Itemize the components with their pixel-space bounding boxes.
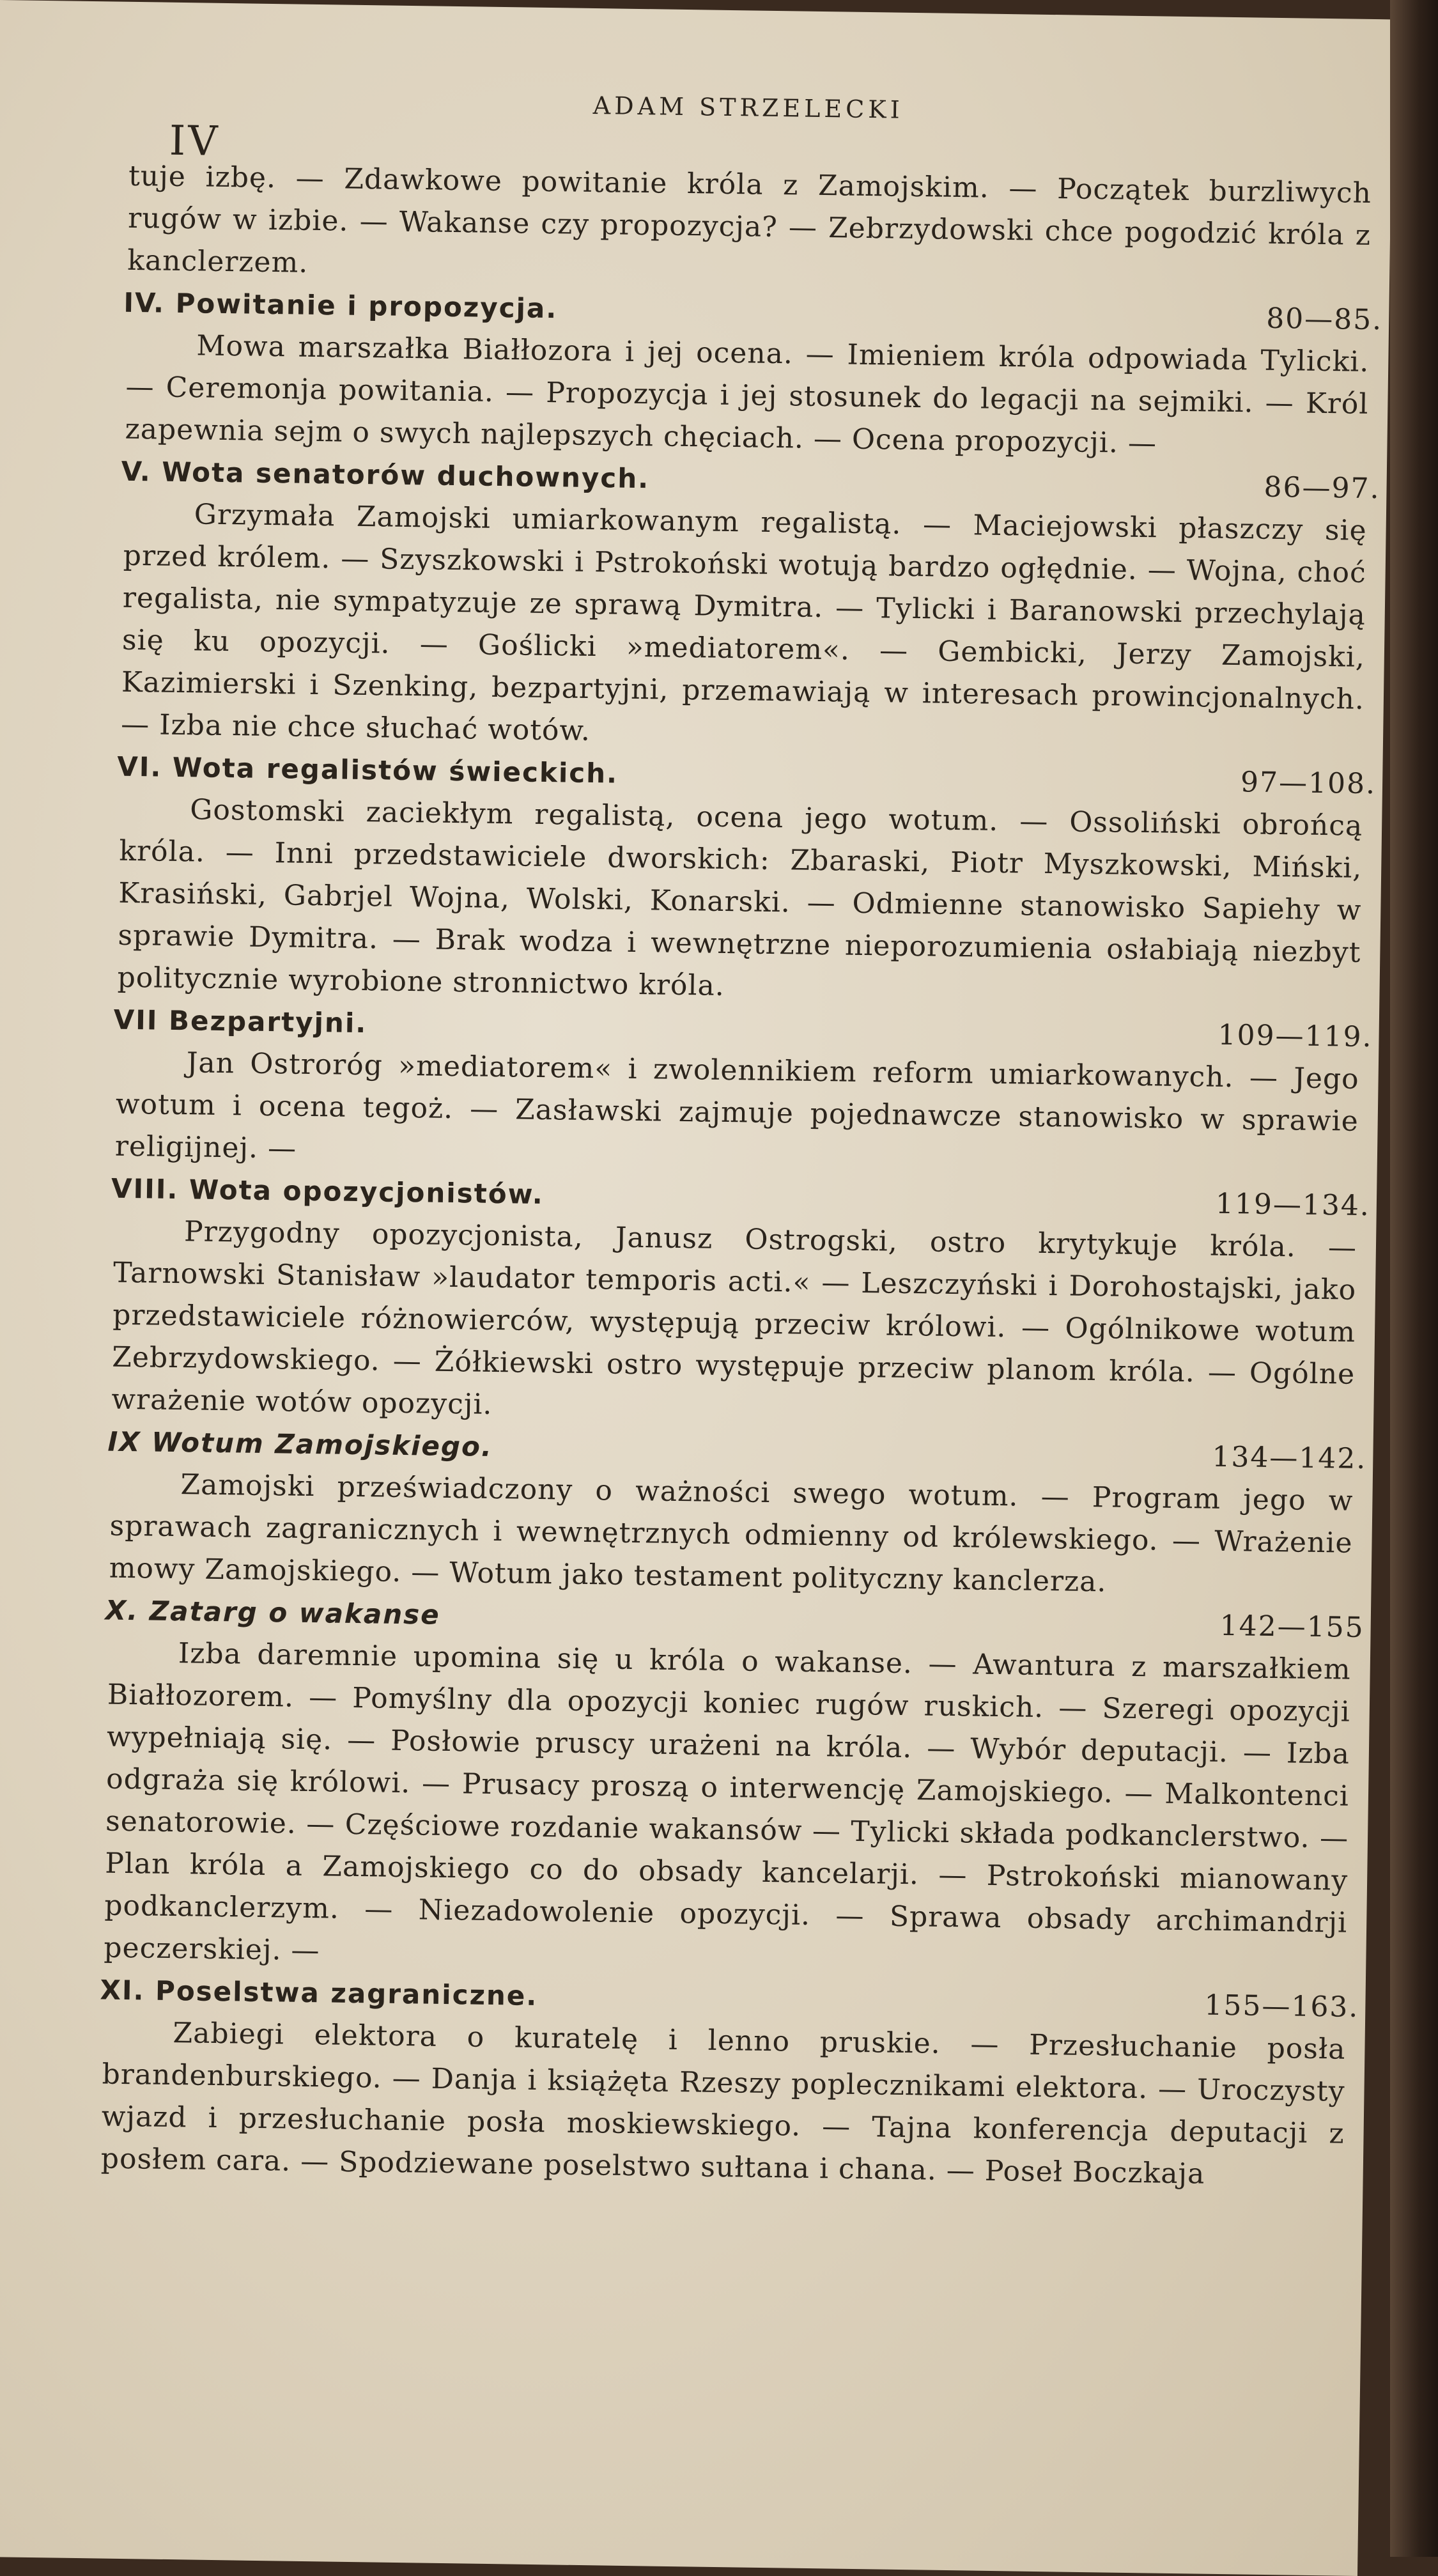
toc-entry-viii <box>0 1166 1377 1438</box>
toc-entry-iv <box>0 280 1389 468</box>
entry-summary: Grzymała Zamojski umiarkowanym regalistą. — Maciejowski płaszczy się przed królem. — Szyszkowski i Pstrokoński wotują bardzo ogłędnie. — Wojna, choć regalista, nie sympatyzuje ze sprawą Dymitra. — Tylicki i Baranowski przechylają się ku opozycji. — Goślicki »mediatorem«. — Gembicki, Jerzy Zamojski, Kazimierski i Szenking, bezpartyjni, przemawiają w interesach prowincjonalnych. — Izba nie chce słuchać wotów. <box>120 498 1367 748</box>
toc-entry-vi <box>0 744 1383 1016</box>
entry-summary: Mowa marszałka Białłozora i jej ocena. — Imieniem króla odpowiada Tylicki. — Ceremonja powitania. — Propozycja i jej stosunek do legacji na sejmiki. — Król zapewnia sejm o swych najlepszych chęciach. — Ocena propozycji. — <box>125 329 1370 460</box>
entry-pages: 155—163. <box>1204 1989 1359 2024</box>
entry-title: IV. Powitanie i propozycja. <box>123 286 558 325</box>
entry-title: V. Wota senatorów duchownych. <box>121 455 650 495</box>
entry-pages: 86—97. <box>1264 470 1380 506</box>
entry-summary: Zabiegi elektora o kuratelę i lenno pruskie. — Przesłuchanie posła brandenburskiego. — Danja i książęta Rzeszy poplecznikami elektora. — Uroczysty wjazd i przesłuchanie posła moskiewskiego. — Tajna konferencja deputacji z posłem cara. — Spodziewane poselstwo sułtana i chana. — Poseł Boczkaja <box>100 2017 1346 2191</box>
entry-title: VIII. Wota opozycjonistów. <box>111 1172 545 1211</box>
entry-summary: tuje izbę. — Zdawkowe powitanie króla z Zamojskim. — Początek burzliwych rugów w izbie. — Wakanse czy propozycja? — Zebrzydowski chce pogodzić króla z kanclerzem. <box>127 159 1372 279</box>
table-of-contents <box>0 153 1391 2198</box>
toc-entry-xi <box>0 1967 1366 2198</box>
entry-summary: Zamojski przeświadczony o ważności swego wotum. — Program jego w sprawach zagranicznych i wewnętrznych odmienny od królewskiego. — Wrażenie mowy Zamojskiego. — Wotum jako testament polityczny kanclerza. <box>109 1468 1354 1599</box>
toc-entry-x <box>0 1588 1371 1987</box>
page-number: IV <box>169 117 220 166</box>
entry-summary: Izba daremnie upomina się u króla o wakanse. — Awantura z marszałkiem Białłozorem. — Pomyślny dla opozycji koniec rugów ruskich. — Szeregi opozycji wypełniają się. — Posłowie pruscy urażeni na króla. — Wybór deputacji. — Izba odgraża się królowi. — Prusacy proszą o interwencję Zamojskiego. — Malkontenci senatorowie. — Częściowe rozdanie wakansów — Tylicki składa podkanclerstwo. — Plan króla a Zamojskiego co do obsady kancelarji. — Pstrokoński mianowany podkanclerzym. — Niezadowolenie opozycji. — Sprawa obsady archimandrji peczerskiej. — <box>104 1637 1352 1967</box>
entry-title: XI. Poselstwa zagraniczne. <box>100 1974 538 2012</box>
entry-summary: Przygodny opozycjonista, Janusz Ostrogski, ostro krytykuje króla. — Tarnowski Stanisław »laudator temporis acti.« — Leszczyński i Dorohostajski, jako przedstawiciele różnowierców, występują przeciw królowi. — Ogólnikowe wotum Zebrzydowskiego. — Żółkiewski ostro występuje przeciw planom króla. — Ogólne wrażenie wotów opozycji. <box>111 1215 1357 1421</box>
entry-title: VII Bezpartyjni. <box>113 1004 367 1039</box>
entry-pages: 142—155 <box>1219 1609 1365 1645</box>
toc-entry-vii <box>0 997 1379 1185</box>
toc-entry-ix <box>0 1419 1373 1607</box>
book-edge-shadow <box>1390 0 1438 2557</box>
entry-pages: 134—142. <box>1212 1440 1367 1476</box>
entry-pages: 109—119. <box>1218 1018 1373 1054</box>
entry-title: VI. Wota regalistów świeckich. <box>116 750 619 789</box>
entry-pages: 97—108. <box>1240 766 1377 801</box>
entry-summary: Jan Ostroróg »mediatorem« i zwolennikiem reform umiarkowanych. — Jego wotum i ocena tegoż. — Zasławski zajmuje pojednawcze stanowisko w sprawie religijnej. — <box>114 1046 1359 1165</box>
entry-pages: 80—85. <box>1265 302 1383 337</box>
entry-title: X. Zatarg o wakanse <box>105 1594 440 1631</box>
entry-summary: Gostomski zaciekłym regalistą, ocena jego wotum. — Ossoliński obrońcą króla. — Inni przedstawiciele dworskich: Zbaraski, Piotr Myszkowski, Miński, Krasiński, Gabrjel Wojna, Wolski, Konarski. — Odmienne stanowisko Sapiehy w sprawie Dymitra. — Brak wodza i wewnętrzne nieporozumienia osłabiają niezbyt politycznie wyrobione stronnictwo króla. <box>117 793 1363 1002</box>
entry-pages: 119—134. <box>1215 1187 1371 1223</box>
toc-entry-v <box>0 449 1387 763</box>
entry-title: IX Wotum Zamojskiego. <box>107 1425 493 1463</box>
running-head: ADAM STRZELECKI <box>592 91 904 124</box>
